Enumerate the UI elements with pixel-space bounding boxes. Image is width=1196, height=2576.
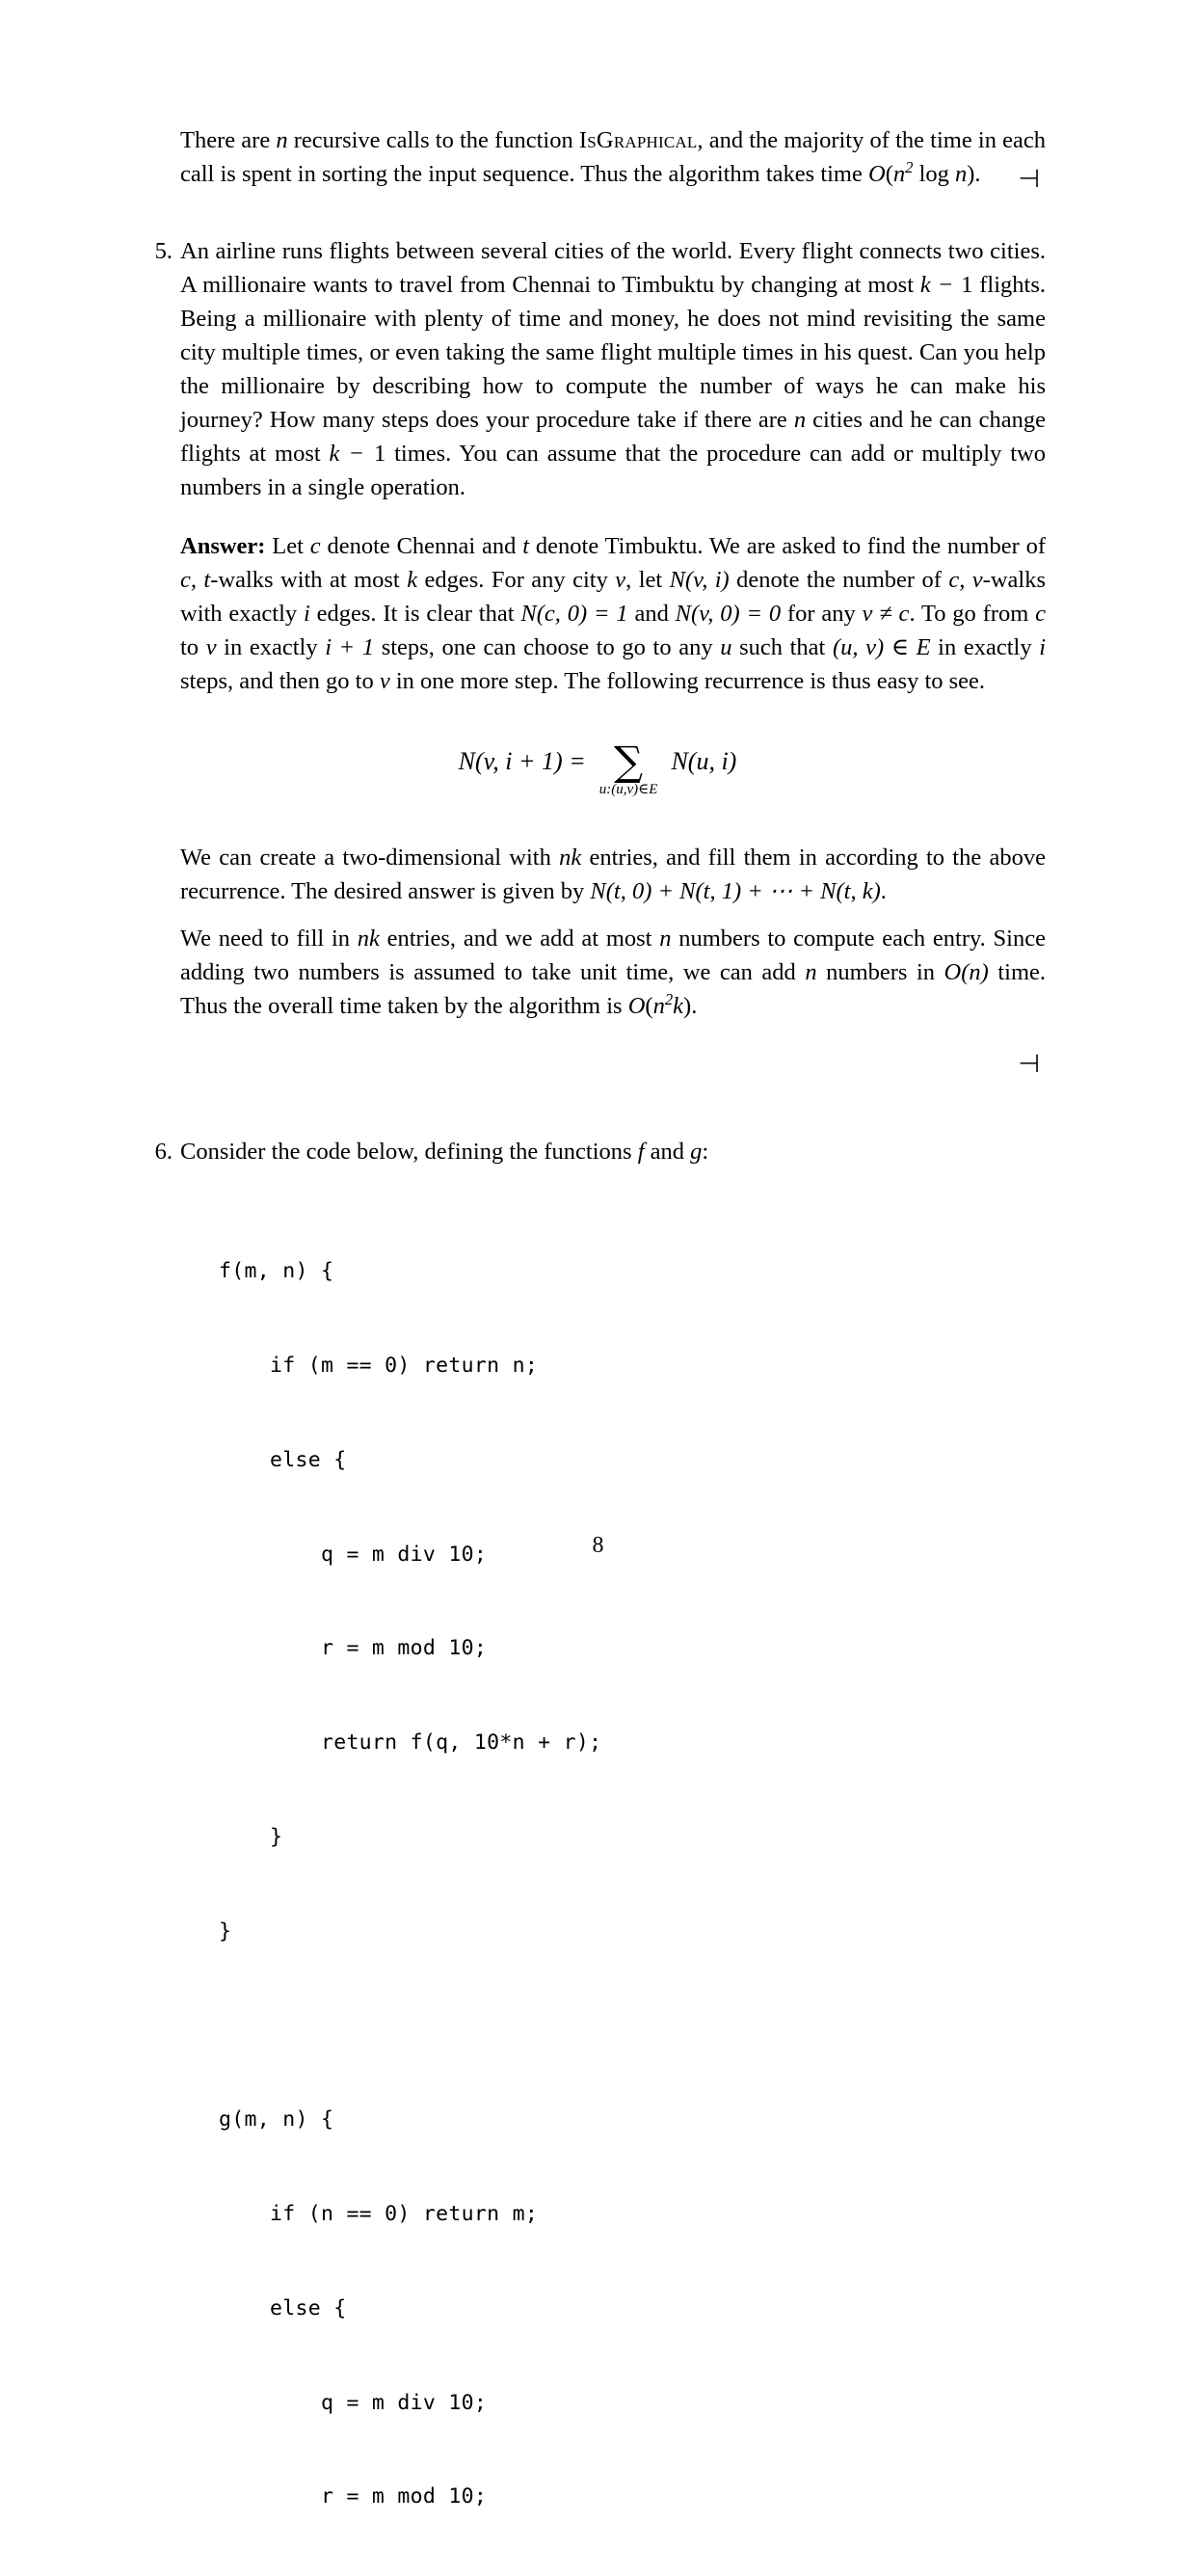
code-listing (219, 1194, 1046, 2576)
a5-text-b: denote Chennai and (320, 533, 523, 559)
a5p3-text-e: time. Thus the overall time taken by the algorithm is (180, 959, 1046, 1019)
a5p3-text-c: numbers to compute each entry. Since adding two numbers is assumed to take unit time, we can add (180, 926, 1046, 985)
a5-var-k: k (407, 567, 418, 593)
q6-function-f: f (637, 1139, 645, 1165)
qed-marker-icon: ⊣ (1018, 1050, 1040, 1079)
qed-marker-icon: ⊣ (1018, 165, 1040, 194)
a5-text-q: in exactly (930, 634, 1040, 660)
complexity-O: O (868, 161, 886, 187)
a5-text-l: . To go from (909, 601, 1036, 627)
code-line: return f(q, 10*n + r); (219, 1731, 602, 1756)
q5-text-c: cities and he can change flights at most (180, 407, 1046, 467)
log-operator: log (913, 161, 956, 187)
spacer (149, 1081, 1046, 1135)
a5-var-v: v (615, 567, 626, 593)
a5-var-u: u (720, 634, 732, 660)
paren-open: ( (885, 161, 893, 187)
q5-text-d: times. You can assume that the procedure can add or multiply two numbers in a single operation. (180, 441, 1046, 500)
q5-k-1-one: 1 (961, 272, 973, 298)
code-line: if (n == 0) return m; (219, 2202, 539, 2226)
a5p3-paren-open: ( (645, 993, 653, 1019)
a5-text-c: denote Timbuktu. We are asked to find the number of (529, 533, 1047, 559)
spacer (149, 196, 1046, 234)
a5-var-t: t (522, 533, 530, 559)
a5-text-k: for any (781, 601, 863, 627)
a5-text-h: -walks with exactly (180, 567, 1046, 627)
code-line: if (m == 0) return n; (219, 1353, 539, 1378)
a5-var-v-2: v (205, 634, 217, 660)
code-line: f(m, n) { (219, 1259, 334, 1284)
q5-k-2-k: k (329, 441, 340, 467)
a5-text-g: denote the number of (729, 567, 949, 593)
a5-text-p: such that (731, 634, 833, 660)
code-line: } (219, 1824, 283, 1849)
q5-text-b: flights. Being a millionaire with plenty of time and money, he does not mind revisiting the same city multiple times, or even taking the same flight multiple times in his quest. Can you help the millionaire by describing how to compute the number of ways he can make his journey? How many steps does your procedure take if there are (180, 272, 1046, 433)
a5p3-exponent-2: 2 (664, 989, 674, 1008)
a5p3-var-n-2: n (805, 959, 817, 985)
q5-k-2-minus: − (341, 441, 372, 467)
a5-N-v-0: N(v, 0) = 0 (675, 601, 782, 627)
q6-function-g: g (690, 1139, 703, 1165)
a5-text-s: in one more step. The following recurrence is thus easy to see. (389, 668, 986, 694)
q6-text-c: : (702, 1139, 709, 1165)
q5-k-1-minus: − (932, 272, 960, 298)
q5-text-a: An airline runs flights between several cities of the world. Every flight connects two cities. A millionaire wants to travel from Chennai to Timbuktu by changing at most (180, 238, 1046, 298)
q6-text-b: and (644, 1139, 691, 1165)
a5-text-d: -walks with at most (210, 567, 408, 593)
code-line-blank (219, 2010, 1046, 2042)
a5p3-O: O (627, 993, 646, 1019)
code-line: r = m mod 10; (219, 1636, 488, 1661)
page-body (149, 123, 1046, 2576)
spacer (149, 1023, 1046, 1048)
a5-v-neq-c: v ≠ c (862, 601, 910, 627)
qed-row-answer5 (149, 1048, 1046, 1081)
item-number-6: 6. (154, 1139, 173, 1165)
equation-right-hand-side: N(u, i) (671, 747, 737, 776)
code-line: q = m div 10; (219, 2390, 488, 2415)
a5-text-e: edges. For any city (417, 567, 616, 593)
answer-label: Answer: (180, 533, 266, 559)
q5-n-cities: n (793, 407, 807, 433)
a5-i-plus-1: i + 1 (325, 634, 375, 660)
variable-n: n (276, 127, 288, 153)
equation-left-hand-side: N(v, i + 1) = (458, 747, 586, 776)
a5-N-c-0: N(c, 0) = 1 (520, 601, 628, 627)
a5p3-paren-close: ). (683, 993, 698, 1019)
a5p3-text-a: We need to fill in (180, 926, 358, 952)
summation-lower-limit: u:(u,v)∈E (598, 782, 658, 797)
answer-5-paragraph-2 (180, 841, 1046, 908)
code-line: r = m mod 10; (219, 2484, 488, 2509)
a5p3-O-n: O(n) (944, 959, 989, 985)
code-line: else { (219, 2295, 347, 2321)
proof-tail-paragraph (180, 123, 1046, 191)
a5p2-text-c: . (880, 878, 887, 904)
a5-N-v-i: N(v, i) (669, 567, 730, 593)
a5-uv-in-E: (u, v) ∈ E (833, 634, 931, 660)
answer-5-paragraph-3 (180, 922, 1046, 1023)
page-number: 8 (592, 1533, 604, 1558)
question-6-text (180, 1135, 1046, 1168)
q6-text-a: Consider the code below, defining the functions (180, 1139, 638, 1165)
a5-text-m: to (180, 634, 206, 660)
a5-var-i-2: i (1039, 634, 1047, 660)
a5-text-j: and (627, 601, 676, 627)
code-line: else { (219, 1447, 347, 1472)
answer-5-paragraph-1 (180, 529, 1046, 698)
display-equation-recurrence (149, 737, 1046, 802)
a5p3-n: n (652, 993, 665, 1019)
complexity-n: n (892, 161, 906, 187)
code-line: } (219, 1919, 232, 1944)
a5-var-i: i (303, 601, 310, 627)
q5-k-1-k: k (919, 272, 931, 298)
list-item-question-6 (149, 1135, 1046, 1168)
a5p3-nk: nk (357, 926, 380, 952)
sigma-icon: ∑ (614, 738, 644, 785)
a5-ct-pair: c, t (180, 567, 211, 593)
complexity-n-2: n (955, 161, 968, 187)
a5p2-sum-expression: N(t, 0) + N(t, 1) + ⋯ + N(t, k) (590, 878, 881, 904)
spacer (149, 908, 1046, 922)
a5p3-k: k (673, 993, 684, 1019)
q5-k-2-one: 1 (373, 441, 386, 467)
a5-text-a: Let (265, 533, 310, 559)
a5-var-c-3: c (1035, 601, 1046, 627)
procedure-name-isgraphical: IsGraphical (578, 127, 698, 153)
a5p2-nk: nk (559, 845, 582, 871)
summation-operator (598, 738, 658, 798)
list-item-question-5 (149, 234, 1046, 504)
item-number-5: 5. (154, 238, 173, 264)
a5-text-r: steps, and then go to (180, 668, 380, 694)
a5-cv-pair: c, v (948, 567, 983, 593)
proof-tail-text-c: , and the majority of the time in each call is spent in sorting the input sequence. Thus the algorithm takes time (180, 127, 1046, 187)
spacer (149, 504, 1046, 529)
a5p2-text-b: entries, and fill them in according to the above recurrence. The desired answer is given by (180, 845, 1046, 904)
exponent-2: 2 (905, 157, 914, 176)
code-line: g(m, n) { (219, 2107, 334, 2133)
a5-text-n: in exactly (216, 634, 326, 660)
code-line: q = m div 10; (219, 1542, 488, 1567)
a5p3-text-b: entries, and we add at most (379, 926, 660, 952)
spacer (149, 1168, 1046, 1194)
a5-var-c: c (309, 533, 321, 559)
a5p2-text-a: We can create a two-dimensional with (180, 845, 560, 871)
proof-tail-text-a: There are (180, 127, 277, 153)
a5-text-f: , let (625, 567, 670, 593)
a5p3-var-n: n (659, 926, 672, 952)
proof-tail-text-b: recursive calls to the function (287, 127, 579, 153)
a5-text-i: edges. It is clear that (309, 601, 521, 627)
spacer (149, 802, 1046, 841)
spacer (149, 698, 1046, 737)
paren-close: ). (967, 161, 981, 187)
a5p3-text-d: numbers in (816, 959, 944, 985)
a5-text-o: steps, one can choose to go to any (374, 634, 721, 660)
question-5-text (180, 234, 1046, 504)
a5-var-v-3: v (379, 668, 390, 694)
